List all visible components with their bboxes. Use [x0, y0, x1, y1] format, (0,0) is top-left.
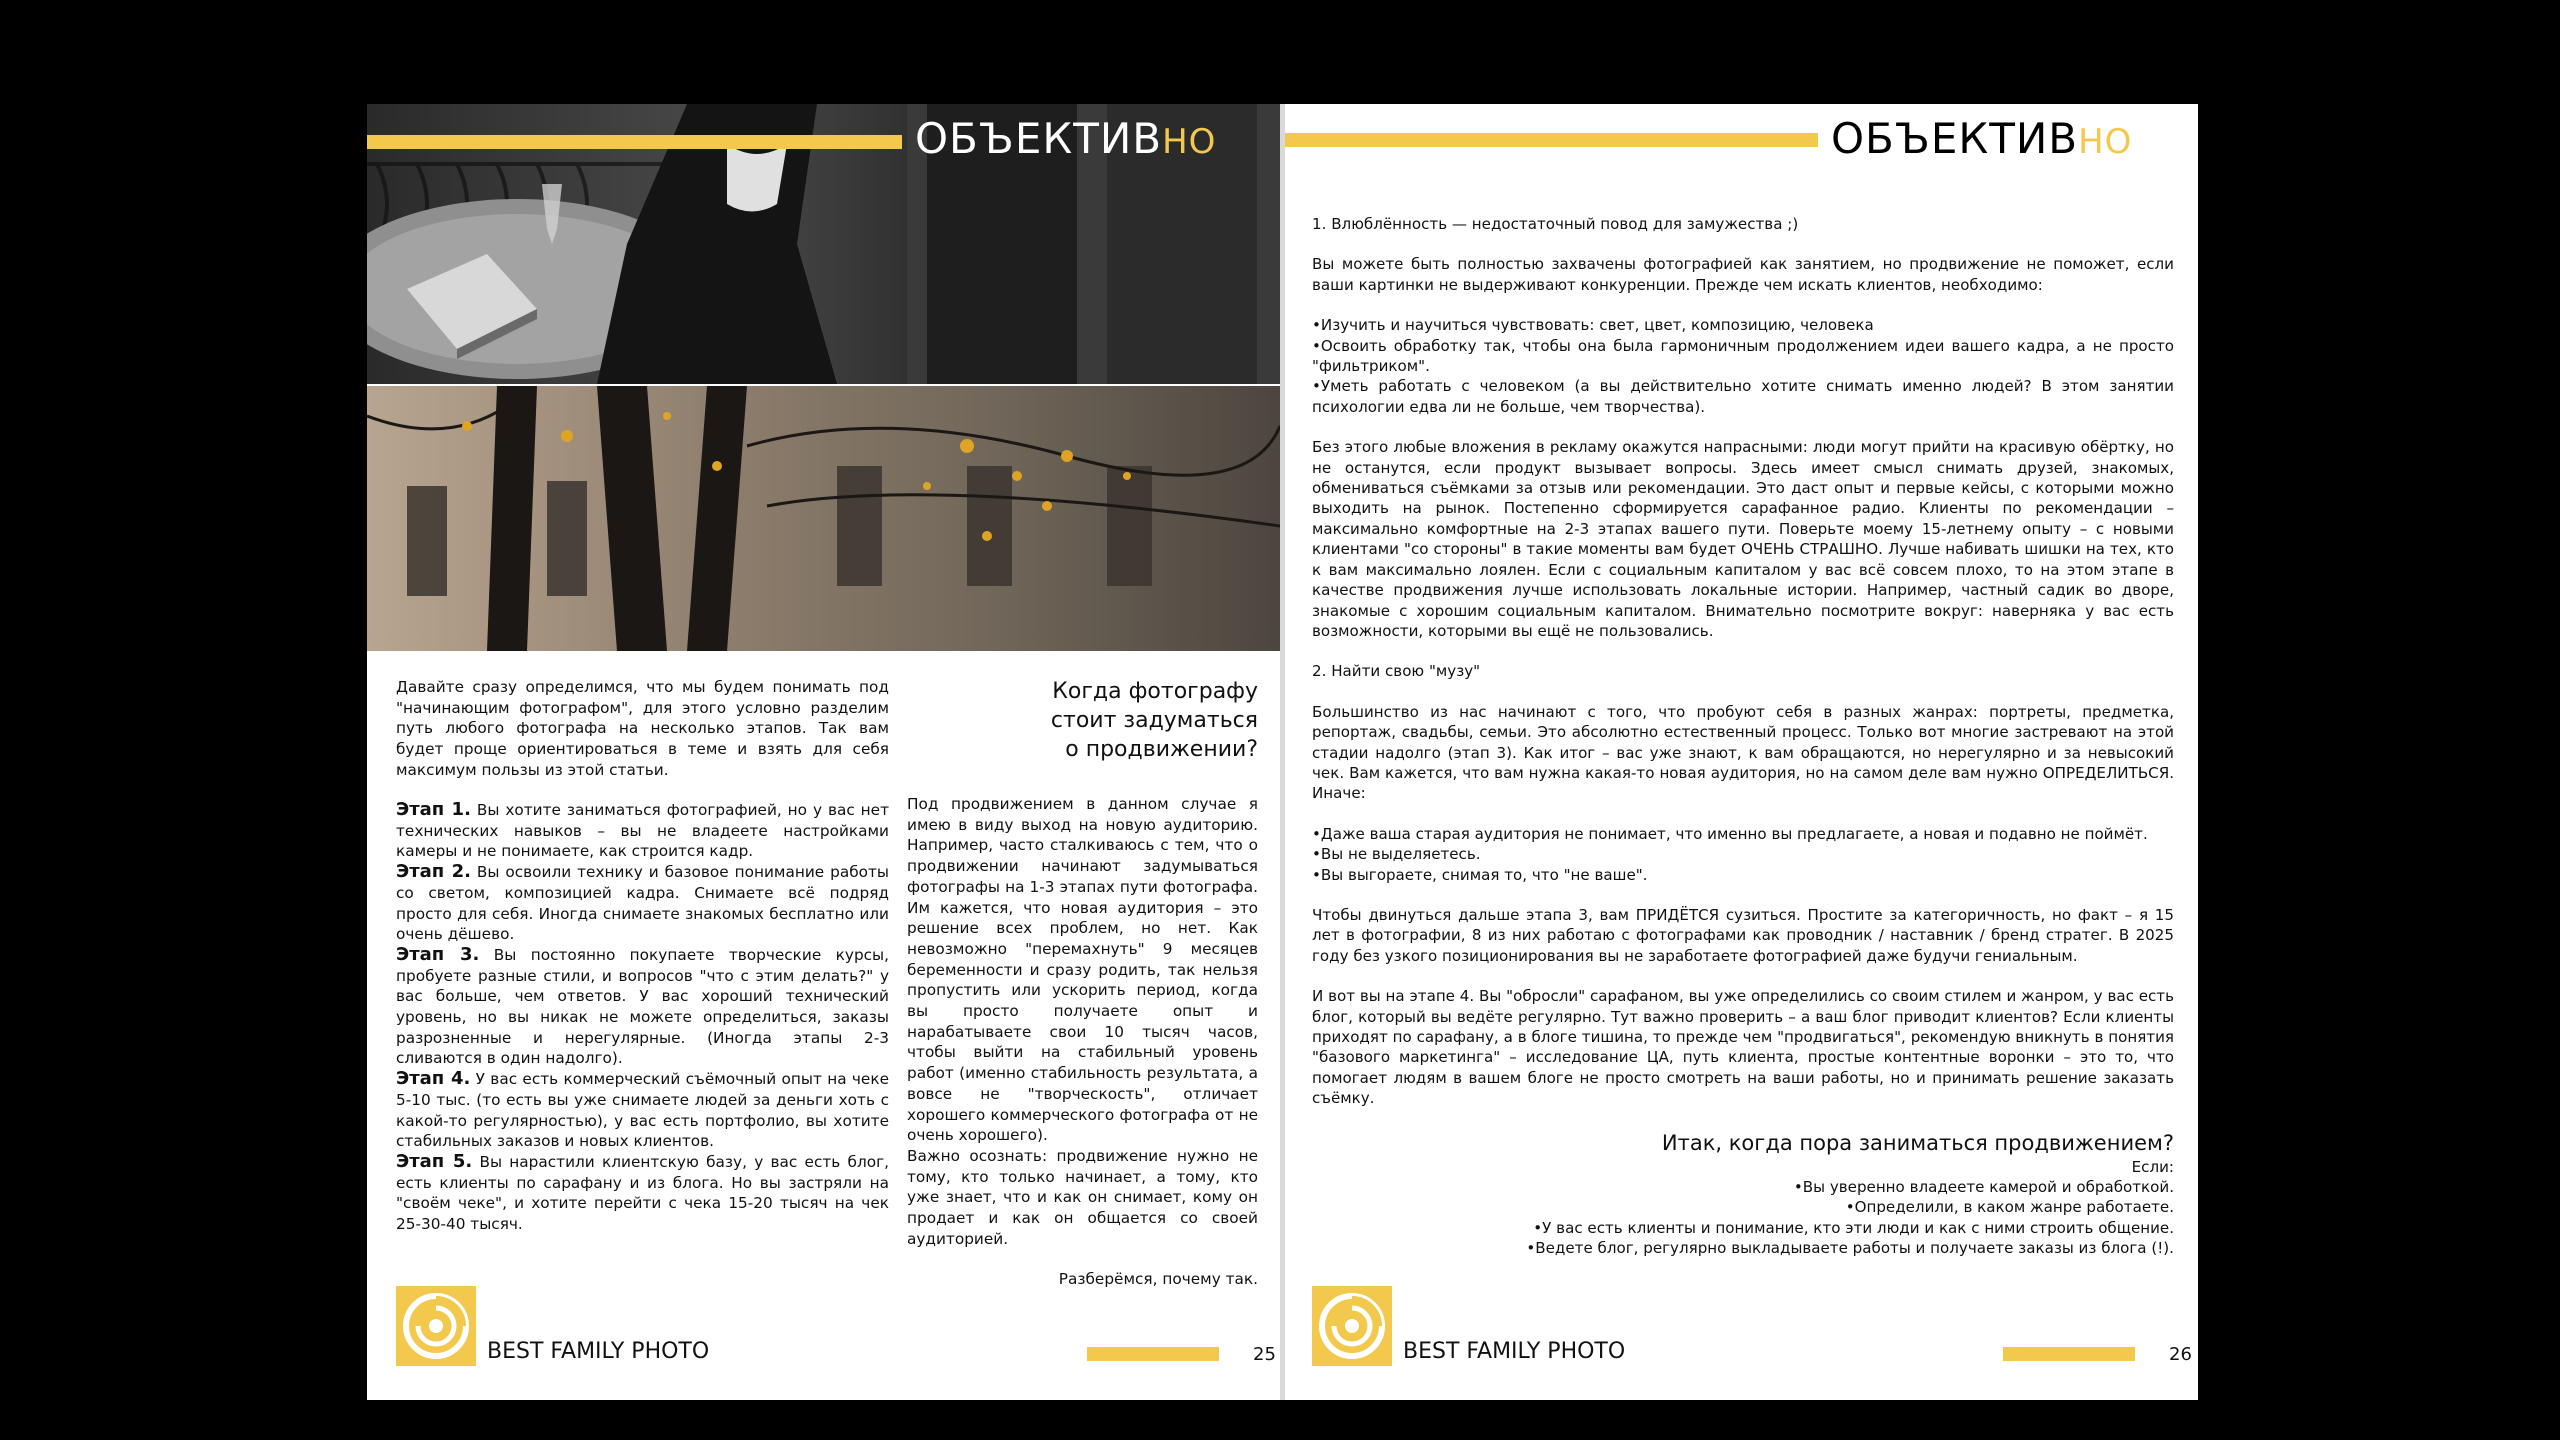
left-page: [367, 104, 1280, 1400]
article-body: [1312, 214, 2174, 1259]
section-2-paragraph-3: И вот вы на этапе 4. Вы "обросли" сарафаном, вы уже определились со своим стилем и жанром, у вас есть блог, который вы ведёте регулярно. Тут важно проверить – а ваш блог приводит клиентов? Если клиенты приходят по сарафану, а в блоге тишина, то прежде чем "продвигаться", рекомендую вникнуть в понятия "базового маркетинга" – исследование ЦА, путь клиента, простые контентные воронки – это то, что помогает людям в вашем блоге не просто смотреть на ваши работы, но и принимать решение заказать съёмку.: [1312, 987, 2174, 1108]
stage-2: [396, 862, 889, 945]
magazine-title: [915, 114, 1216, 163]
stage-5: [396, 1152, 889, 1235]
stage-3: [396, 945, 889, 1069]
promotion-column: [907, 794, 1258, 1290]
promotion-closing: Разберёмся, почему так.: [1058, 1270, 1258, 1289]
conclusion-bullet: •Определили, в каком жанре работаете.: [1845, 1198, 2174, 1217]
stage-5-text: Вы нарастили клиентскую базу, у вас есть блог, есть клиенты по сарафану и из блога. Но вы застряли на "своём чеке", и хотите перейти с чека 15-20 тысяч на чек 25-30-40 тысяч.: [396, 1152, 890, 1234]
conclusion-bullets: [1312, 1177, 2174, 1259]
right-page: [1285, 104, 2198, 1400]
intro-paragraph: Давайте сразу определимся, что мы будем понимать под "начинающим фотографом", для этого условно разделим путь любого фотографа на несколько этапов. Так вам будет проще ориентироваться в теме и взять для себя максимум пользы из этой статьи.: [396, 678, 889, 779]
photo-autumn-trees: [367, 386, 1280, 651]
conclusion-heading: Итак, когда пора заниматься продвижением?: [1661, 1130, 2174, 1155]
section-1-bullets: [1312, 315, 2174, 417]
header-accent-bar: [367, 135, 902, 149]
magazine-title-suffix: НО: [1162, 122, 1217, 162]
page-number: 25: [1253, 1344, 1276, 1365]
stage-1: [396, 800, 889, 862]
stage-4: [396, 1069, 889, 1152]
section-1-bullet: •Уметь работать с человеком (а вы действительно хотите снимать именно людей? В этом занятии психологии едва ли не больше, чем творчества).: [1312, 377, 2174, 416]
stage-1-text: Вы хотите заниматься фотографией, но у вас нет технических навыков – вы не владеете настройками камеры и не понимаете, как строится кадр.: [396, 801, 889, 861]
conclusion-bullet: •У вас есть клиенты и понимание, кто эти люди и как с ними строить общение.: [1533, 1218, 2174, 1237]
stage-2-text: Вы освоили технику и базовое понимание работы со светом, композицией кадра. Снимаете всё подряд просто для себя. Иногда снимаете знакомых бесплатно или очень дёшево.: [396, 863, 889, 944]
question-heading-line-3: о продвижении?: [1065, 737, 1258, 762]
conclusion-bullet: •Вы уверенно владеете камерой и обработкой.: [1793, 1178, 2174, 1197]
stage-5-label: Этап 5.: [396, 1150, 473, 1172]
stage-4-text: У вас есть коммерческий съёмочный опыт на чеке 5-10 тыс. (то есть вы уже снимаете людей за деньги хоть с какой-то регулярностью), у вас есть портфолио, вы хотите стабильных заказов и новых клиентов.: [396, 1070, 889, 1151]
section-2-title: 2. Найти свою "музу": [1312, 662, 1481, 681]
section-2-bullet: •Даже ваша старая аудитория не понимает, что именно вы предлагаете, а новая и подавно не поймёт.: [1312, 824, 2148, 843]
brand-swirl-icon: [396, 1286, 476, 1366]
conclusion-bullet: •Ведете блог, регулярно выкладываете работы и получаете заказы из блога (!).: [1526, 1239, 2174, 1258]
brand-name: BEST FAMILY PHOTO: [1403, 1339, 1626, 1364]
section-1-paragraph-2: Без этого любые вложения в рекламу окажутся напрасными: люди могут прийти на красивую обёртку, но не останутся, если продукт вызывает вопросы. Здесь имеет смысл снимать друзей, знакомых, обмениваться съёмками за отзыв или рекомендации. Это даст опыт и первые кейсы, с которыми можно выходить на рынок. Постепенно сформируется сарафанное радио. Клиенты по рекомендации – максимально комфортные на 2-3 этапах вашего пути. Поверьте моему 15-летнему опыту – с новыми клиентами "со стороны" в такие моменты вам будет ОЧЕНЬ СТРАШНО. Лучше набивать шишки на тех, кто к вам максимально лоялен. Если с социальным капиталом у вас всё совсем плохо, то на этом этапе в качестве продвижения лучше использовать локальные истории. Например, частный садик во дворе, знакомые с хорошим социальным капиталом. Внимательно посмотрите вокруг: наверняка у вас есть возможности, которыми вы ещё не пользовались.: [1312, 438, 2174, 640]
stage-1-label: Этап 1.: [396, 799, 471, 820]
stage-3-text: Вы постоянно покупаете творческие курсы, пробуете разные стили, и вопросов "что с этим делать?" у вас больше, чем ответов. У вас хороший технический уровень, но вы никак не можете определиться, заказы разрозненные и нерегулярные. (Иногда этапы 2-3 сливаются в один надолго).: [396, 945, 889, 1068]
section-2-paragraph-2: Чтобы двинуться дальше этапа 3, вам ПРИДЁТСЯ сузиться. Простите за категоричность, но факт – я 15 лет в фотографии, 8 из них работаю с фотографами как проводник / наставник / бренд стратег. В 2025 году без узкого позиционирования вы не заработаете фотографией даже будучи гениальным.: [1312, 905, 2174, 965]
conclusion-intro: Если:: [2131, 1157, 2174, 1176]
magazine-title: [1831, 114, 2132, 163]
section-1-title: 1. Влюблённость — недостаточный повод для замужества ;): [1312, 215, 1799, 233]
magazine-title-main: ОБЪЕКТИВ: [1831, 114, 2079, 163]
stage-3-label: Этап 3.: [396, 943, 480, 965]
question-heading-line-2: стоит задуматься: [1050, 708, 1258, 733]
section-2-bullet: •Вы не выделяетесь.: [1312, 845, 1481, 864]
section-1-paragraph-1: Вы можете быть полностью захвачены фотографией как занятием, но продвижение не поможет, если ваши картинки не выдерживают конкуренции. Прежде чем искать клиентов, необходимо:: [1312, 255, 2174, 294]
header-accent-bar: [1285, 133, 1818, 147]
section-2-bullets: [1312, 824, 2174, 885]
stages-list: [396, 800, 889, 1235]
question-heading-line-1: Когда фотографу: [1052, 679, 1258, 704]
stage-4-label: Этап 4.: [396, 1068, 471, 1090]
footer-accent-bar: [1087, 1347, 1219, 1361]
promotion-paragraph-1: Под продвижением в данном случае я имею в виду выход на новую аудиторию. Например, часто сталкиваюсь с тем, что о продвижении начинают задумываться фотографы на 1-3 этапах пути фотографа. Им кажется, что новая аудитория – это решение всех проблем, но нет. Как невозможно "перемахнуть" 9 месяцев беременности и сразу родить, так нельзя пропустить или ускорить период, когда вы просто получаете опыт и нарабатываете свои 10 тысяч часов, чтобы выйти на стабильный уровень работ (именно стабильность результата, а вовсе не "творческость", отличает хорошего коммерческого фотографа от не очень хорошего).: [907, 795, 1258, 1145]
section-2-bullet: •Вы выгораете, снимая то, что "не ваше".: [1312, 865, 1648, 884]
section-2-paragraph-1: Большинство из нас начинают с того, что пробуют себя в разных жанрах: портреты, предметка, репортаж, свадьбы, семьи. Это абсолютно естественный процесс. Только вот многие застревают на этой стадии надолго (этап 3). Как итог – вас уже знают, к вам обращаются, но нерегулярно и за невысокий чек. Вам кажется, что вам нужна какая-то новая аудитория, но на самом деле вам нужно ОПРЕДЕЛИТЬСЯ. Иначе:: [1312, 702, 2174, 803]
question-heading: [927, 677, 1258, 764]
brand-swirl-icon: [1312, 1286, 1392, 1366]
stage-2-label: Этап 2.: [396, 861, 471, 883]
page-number: 26: [2169, 1344, 2192, 1365]
magazine-title-suffix: НО: [2078, 122, 2133, 162]
magazine-title-main: ОБЪЕКТИВ: [915, 114, 1163, 163]
section-1-bullet: •Освоить обработку так, чтобы она была гармоничным продолжением идеи вашего кадра, а не просто "фильтриком".: [1312, 336, 2174, 376]
section-1-bullet: •Изучить и научиться чувствовать: свет, цвет, композицию, человека: [1312, 316, 1874, 335]
footer-accent-bar: [2003, 1347, 2135, 1361]
brand-name: BEST FAMILY PHOTO: [487, 1339, 710, 1364]
promotion-paragraph-2: Важно осознать: продвижение нужно не тому, кто только начинает, а тому, кто уже знает, что и как он снимает, кому он продает и как он общается со своей аудиторией.: [907, 1146, 1258, 1248]
